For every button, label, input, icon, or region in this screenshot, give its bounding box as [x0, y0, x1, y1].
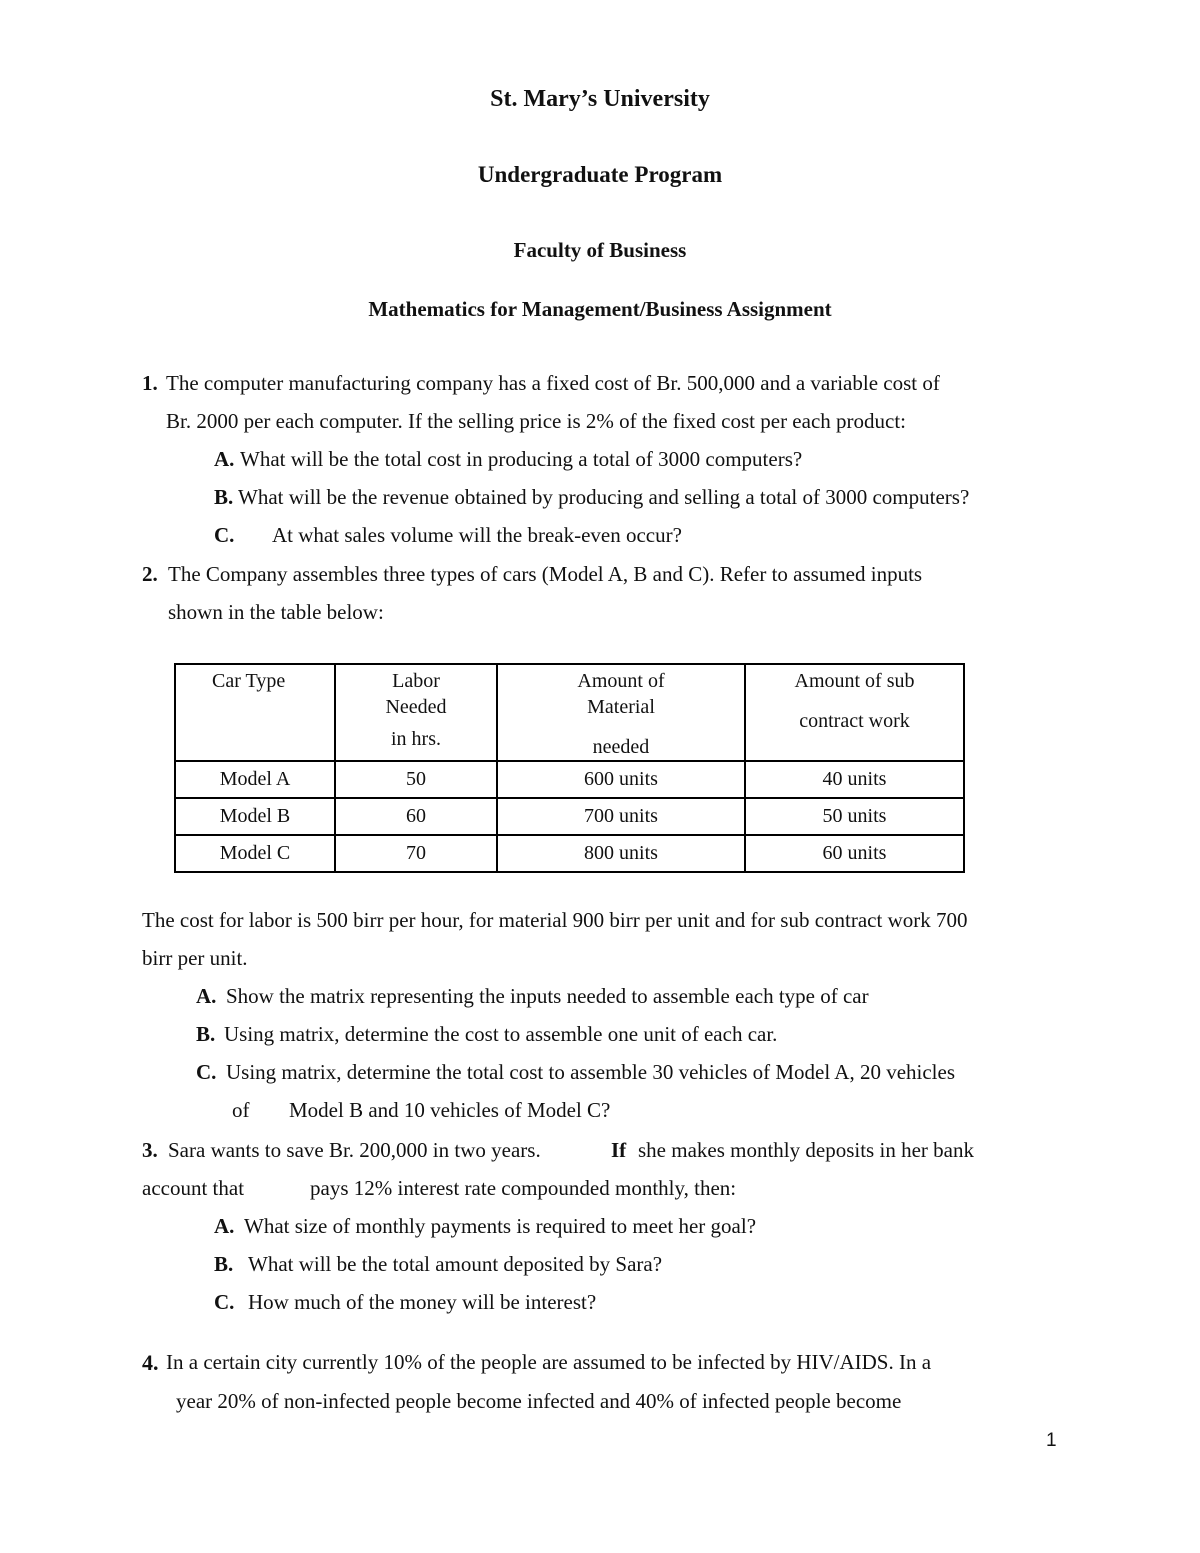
sub-question-text: Model B and 10 vehicles of Model C? [289, 1098, 611, 1122]
question-text: shown in the table below: [168, 600, 384, 624]
sub-question-label: B. [214, 1252, 234, 1276]
sub-question-label: B. [214, 485, 234, 509]
cell-car-type: Model B [175, 798, 335, 835]
cell-subcontract: 60 units [745, 835, 964, 872]
sub-question-text: What will be the total amount deposited by Sara? [248, 1252, 663, 1276]
sub-question-label: C. [214, 523, 235, 547]
question-number: 3. [142, 1138, 158, 1162]
question-text: year 20% of non-infected people become infected and 40% of infected people become [176, 1389, 902, 1413]
question-number: 2. [142, 562, 158, 586]
sub-question-label: A. [214, 1214, 235, 1238]
question-text: The computer manufacturing company has a fixed cost of Br. 500,000 and a variable cost of [166, 371, 940, 395]
sub-question-text: What will be the revenue obtained by producing and selling a total of 3000 computers? [238, 485, 970, 509]
header-car-type: Car Type [175, 664, 335, 761]
question-text: Br. 2000 per each computer. If the selling price is 2% of the fixed cost per each product: [166, 409, 907, 433]
cell-subcontract: 40 units [745, 761, 964, 798]
sub-question-label: A. [214, 447, 235, 471]
cell-car-type: Model C [175, 835, 335, 872]
cell-material: 700 units [497, 798, 745, 835]
cell-material: 600 units [497, 761, 745, 798]
sub-question-text: At what sales volume will the break-even occur? [272, 523, 682, 547]
cost-text: birr per unit. [142, 946, 248, 970]
question-text: Sara wants to save Br. 200,000 in two years. [168, 1138, 541, 1162]
cell-material: 800 units [497, 835, 745, 872]
question-number: 1. [142, 371, 158, 395]
question-text: If [611, 1138, 627, 1162]
sub-question-text: Using matrix, determine the cost to assemble one unit of each car. [224, 1022, 778, 1046]
sub-question-text: What will be the total cost in producing a total of 3000 computers? [240, 447, 803, 471]
table-row [175, 761, 964, 798]
sub-question-text: Show the matrix representing the inputs needed to assemble each type of car [226, 984, 869, 1008]
question-text: pays 12% interest rate compounded monthly, then: [310, 1176, 737, 1200]
cell-labor: 60 [335, 798, 497, 835]
program-title: Undergraduate Program [477, 162, 723, 187]
page-number: 1 [1046, 1430, 1057, 1451]
cost-text: The cost for labor is 500 birr per hour, for material 900 birr per unit and for sub contract work 700 [142, 908, 968, 932]
header-material: Amount of Material needed [497, 664, 745, 761]
sub-question-label: A. [196, 984, 217, 1008]
cell-labor: 70 [335, 835, 497, 872]
question-text: account that [142, 1176, 245, 1200]
sub-question-text: How much of the money will be interest? [248, 1290, 597, 1314]
question-text: In a certain city currently 10% of the people are assumed to be infected by HIV/AIDS. In a [166, 1350, 932, 1374]
sub-question-text: Using matrix, determine the total cost to assemble 30 vehicles of Model A, 20 vehicles [226, 1060, 956, 1084]
sub-question-label: C. [196, 1060, 217, 1084]
sub-question-text: of [232, 1098, 250, 1122]
cell-labor: 50 [335, 761, 497, 798]
sub-question-label: C. [214, 1290, 235, 1314]
sub-question-text: What size of monthly payments is required to meet her goal? [244, 1214, 757, 1238]
faculty-title: Faculty of Business [513, 238, 687, 262]
header-labor: Labor Needed in hrs. [335, 664, 497, 761]
table-header-row [175, 664, 964, 761]
university-title: St. Mary’s University [490, 86, 710, 112]
table-row [175, 798, 964, 835]
table-row [175, 835, 964, 872]
assignment-title: Mathematics for Management/Business Assignment [368, 297, 832, 321]
header-subcontract: Amount of sub contract work [745, 664, 964, 761]
cell-car-type: Model A [175, 761, 335, 798]
car-inputs-table [174, 663, 965, 873]
cell-subcontract: 50 units [745, 798, 964, 835]
question-text: she makes monthly deposits in her bank [638, 1138, 974, 1162]
question-number: 4. [142, 1350, 159, 1375]
question-text: The Company assembles three types of cars (Model A, B and C). Refer to assumed inputs [168, 562, 923, 586]
sub-question-label: B. [196, 1022, 216, 1046]
